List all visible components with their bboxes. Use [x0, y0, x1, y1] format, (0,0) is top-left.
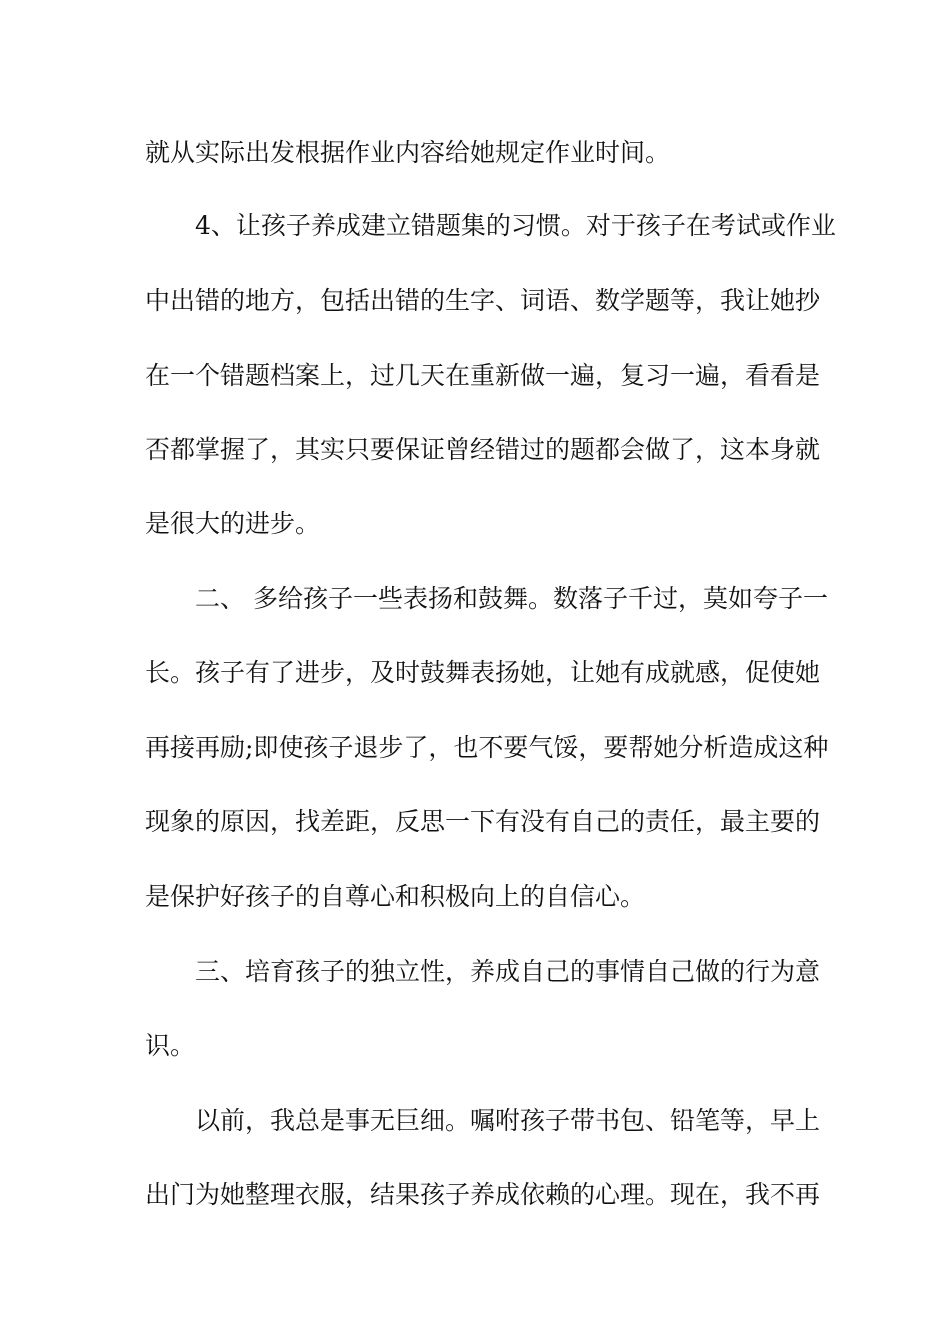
text-line: 再接再励;即使孩子退步了，也不要气馁，要帮她分析造成这种 [145, 733, 829, 762]
text-line: 否都掌握了，其实只要保证曾经错过的题都会做了，这本身就 [145, 435, 821, 464]
text-line: 中出错的地方，包括出错的生字、词语、数学题等，我让她抄 [145, 286, 821, 315]
text-line: 长。孩子有了进步，及时鼓舞表扬她，让她有成就感，促使她 [145, 658, 821, 687]
text-line: 4、让孩子养成建立错题集的习惯。对于孩子在考试或作业 [195, 211, 836, 240]
text-line: 就从实际出发根据作业内容给她规定作业时间。 [145, 138, 671, 167]
text-line: 在一个错题档案上，过几天在重新做一遍，复习一遍，看看是 [145, 361, 821, 390]
text-line: 三、培育孩子的独立性，养成自己的事情自己做的行为意 [195, 957, 821, 986]
text-line: 以前，我总是事无巨细。嘱咐孩子带书包、铅笔等，早上 [195, 1106, 821, 1135]
text-line: 现象的原因，找差距，反思一下有没有自己的责任，最主要的 [145, 807, 821, 836]
text-line: 是很大的进步。 [145, 509, 321, 538]
text-line: 是保护好孩子的自尊心和积极向上的自信心。 [145, 882, 646, 911]
text-line: 识。 [145, 1031, 196, 1060]
text-line: 出门为她整理衣服，结果孩子养成依赖的心理。现在，我不再 [145, 1180, 821, 1209]
text-line: 二、 多给孩子一些表扬和鼓舞。数落子千过，莫如夸子一 [195, 584, 828, 613]
